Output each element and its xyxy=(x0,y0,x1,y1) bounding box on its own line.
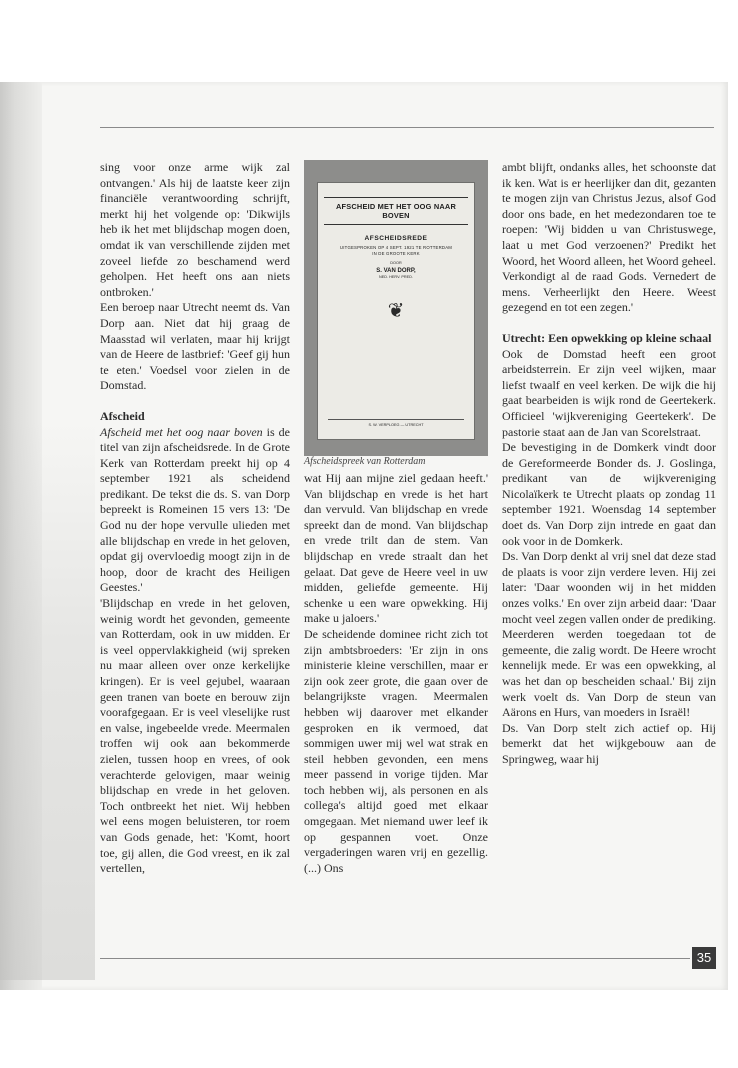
paragraph: De bevestiging in de Domkerk vindt door de Gereformeerde Bonder ds. J. Goslinga, predikant van de wijkvereniging Nicolaïkerk te Utrecht plaats op zondag 11 september 1921. Woensdag 14 september doet ds. Van Dorp zijn intrede en gaat dan ook voor in de Domkerk. xyxy=(502,440,716,548)
page-number: 35 xyxy=(692,947,716,969)
section-heading-afscheid: Afscheid xyxy=(100,408,145,423)
paragraph: ambt blijft, ondanks alles, het schoonste dat ik ken. Wat is er heerlijker dan dit, gezanten te mogen zijn van Christus Jezus, alsof God door ons bade, en het medezondaren toe te roepen: 'Wij bidden u van Christuswege, laat u met God verzoenen?' Predikt het Woord, het Woord alleen, het Woord geheel. Verkondigt al de raad Gods. Vernedert de mens. Verheerlijkt den Heere. Weest gezegend en tot een zegen.' xyxy=(502,160,716,315)
figure-caption: Afscheidspreek van Rotterdam xyxy=(304,456,426,467)
header-rule xyxy=(100,127,714,128)
paragraph xyxy=(100,425,290,597)
cover-line: UITGESPROKEN OP 4 SEPT. 1921 TE ROTTERDAM xyxy=(339,245,453,250)
cover-author: S. VAN DORP, xyxy=(376,268,416,274)
article-column-right xyxy=(502,160,716,768)
paragraph: Een beroep naar Utrecht neemt ds. Van Dorp aan. Niet dat hij graag de Maasstad wil verlaten, maar hij krijgt van de Heere de lastbrief: 'Geef gij hun te eten.' Voedsel voor zielen in de Domstad. xyxy=(100,300,290,393)
paragraph: De scheidende dominee richt zich tot zijn ambtsbroeders: 'Er zijn in ons ministerie kleine verschillen, maar er zijn ook zeer grote, die gaan over de belangrijkste vragen. Meermalen hebben wij daarover met elkander gesproken en ik vermoed, dat sommigen uwer mij wel wat strak en steil hebben gevonden, een mens meer passend in vorige tijden. Mar toch hebben wij, als personen en als collega's altijd goed met elkaar omgegaan. Met niemand uwer leef ik op gespannen voet. Onze vergaderingen waren vrij en gezellig. (...) Ons xyxy=(304,626,488,875)
footer-rule xyxy=(100,958,690,959)
article-column-middle xyxy=(304,471,488,876)
paragraph-text: is de titel van zijn afscheidsrede. In de Grote Kerk van Rotterdam preekt hij op 4 september 1921 als scheidend predikant. De tekst die ds. S. van Dorp bepreekt is Romeinen 15 vers 13: 'De God nu der hope vervulle ulieden met alle blijdschap en vrede in het geloven, opdat gij overvloedig moogt zijn in de hoop, door de kracht des Heiligen Geestes.' xyxy=(100,424,290,595)
paragraph: Ds. Van Dorp denkt al vrij snel dat deze stad de plaats is voor zijn verdere leven. Hij zei later: 'Daar woonden wij in het midden onzes volks.' En over zijn arbeid daar: 'Daar mocht veel zegen vallen onder de prediking. Meerderen werden toegedaan tot de gemeente, die zalig wordt. De Heere wrocht kennelijk mede. Er was een opwekking, al was het dan op bescheiden schaal.' Bij zijn werk voelt ds. Van Dorp de steun van Aärons en Hurs, van moeders in Israël! xyxy=(502,549,716,720)
cover-door: DOOR xyxy=(390,261,402,265)
paragraph: sing voor onze arme wijk zal ontvangen.' Als hij de laatste keer zijn financiële verantwoording schrijft, merkt hij het volgende op: 'Dikwijls heb ik het met blijdschap mogen doen, omdat ik van verschillende zijden met zoveel liefde zo beschamend werd geholpen. Het heeft ons aan niets ontbroken.' xyxy=(100,160,290,299)
article-column-left xyxy=(100,160,290,877)
section-heading-utrecht: Utrecht: Een opwekking op kleine schaal xyxy=(502,330,712,345)
book-cover xyxy=(317,182,475,440)
cover-subtitle: AFSCHEIDSREDE xyxy=(364,235,428,242)
cover-line: IN DE GROOTE KERK xyxy=(372,251,420,256)
cover-title: AFSCHEID MET HET OOG NAAR BOVEN xyxy=(324,197,468,225)
ornament-icon: ❦ xyxy=(387,300,405,322)
paragraph: Ds. Van Dorp stelt zich actief op. Hij bemerkt dat het wijkgebouw aan de Springweg, waar hij xyxy=(502,720,716,766)
sermon-title: Afscheid met het oog naar boven xyxy=(100,424,263,439)
book-cover-photo xyxy=(304,160,488,456)
paragraph: Ook de Domstad heeft een groot arbeidsterrein. Er zijn veel wijken, maar liefst twaalf en veel kerken. De wijk die hij gaat bearbeiden is wijk rond de Geertekerk. Officieel 'wijkvereniging Geertekerk'. De pastorie staat aan de Jan van Scorelstraat. xyxy=(502,346,716,439)
cover-author-title: NED. HERV. PRED. xyxy=(379,275,413,279)
paragraph: 'Blijdschap en vrede in het geloven, weinig wordt het gevonden, gemeente van Rotterdam, ook in uw midden. Er is veel oppervlakkigheid (wij spreken nu maar alleen over onze kerkelijke kringen). Er is veel gejubel, waaraan geen tranen van boete en berouw zijn voorafgegaan. Er is veel vleselijke rust en valse, ingebeelde vrede. Meermalen troffen wij ook aan bekommerde zielen, tussen hoop en vrees, of ook verachterde gelovigen, maar weinig blijdschap en vrede in het geloven. Toch ontbreekt het niet. Wij hebben wel eens mogen beluisteren, tor roem van Gods genade, het: 'Komt, hoort toe, gij allen, die God vreest, en ik zal vertellen, xyxy=(100,596,290,876)
background-watermark-image xyxy=(0,420,95,980)
paragraph: wat Hij aan mijne ziel gedaan heeft.' Van blijdschap en vrede is het hart dan vervuld. Van blijdschap en vrede spreekt dan de mond. Van blijdschap en vrede trilt dan de stem. Van blijdschap en vrede straalt dan het gelaat. Dat geve de Heere veel in uw midden, geliefde gemeente. Hij schenke u een ware opwekking. Hij make u jaloers.' xyxy=(304,471,488,626)
cover-publisher: S. W. VERPLOEG — UTRECHT xyxy=(328,419,464,427)
